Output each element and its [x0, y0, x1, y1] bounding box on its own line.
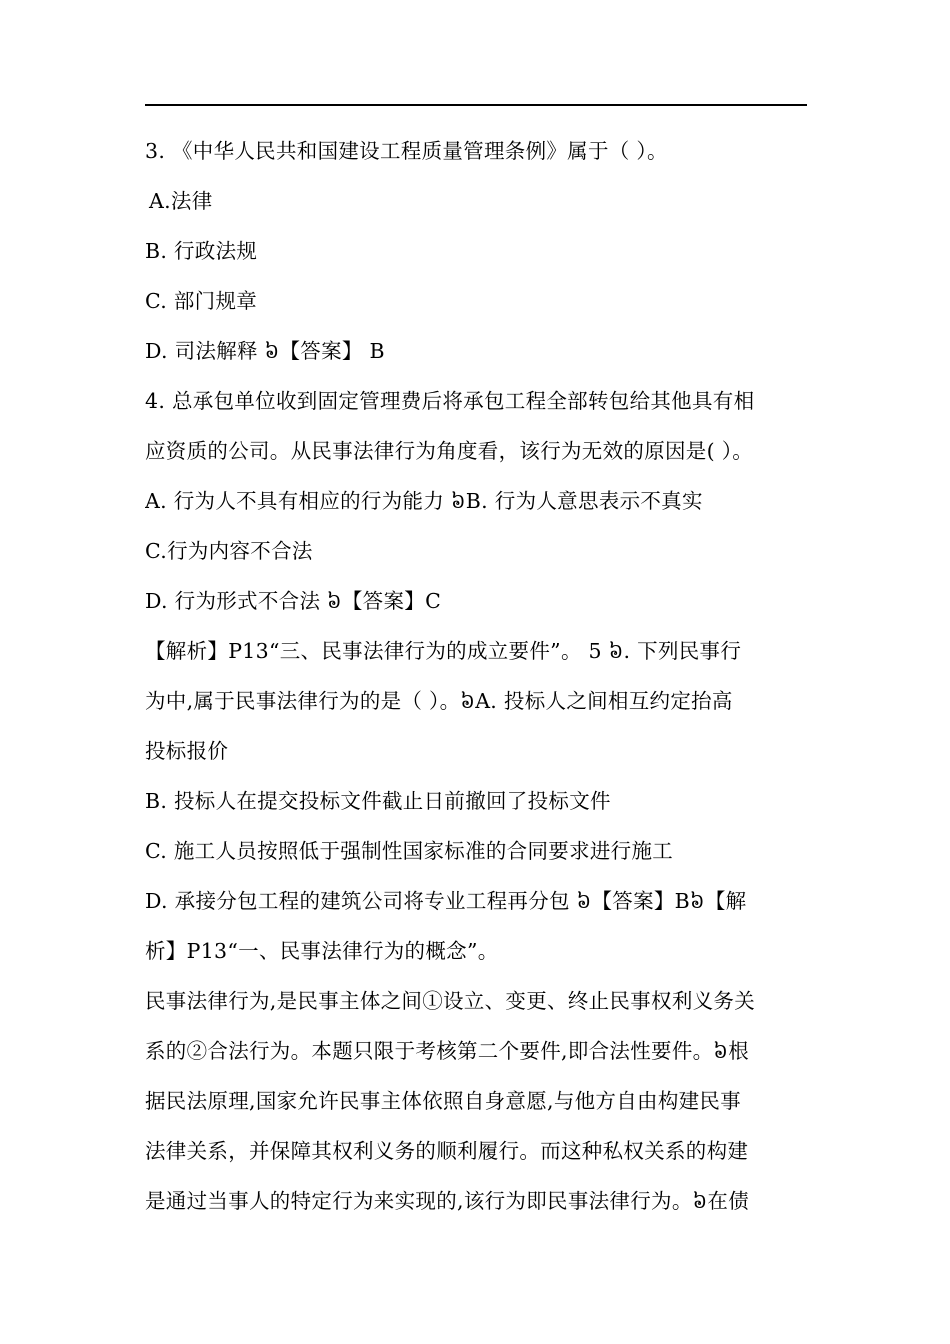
- header-rule: [145, 104, 807, 106]
- question-3-option-b: B. 行政法规: [145, 239, 258, 263]
- question-3-option-d-answer: D. 司法解释 ៦【答案】 B: [145, 339, 385, 363]
- paragraph-line-4: 法律关系，并保障其权利义务的顺利履行。而这种私权关系的构建: [145, 1139, 749, 1163]
- document-body: [145, 126, 809, 1226]
- question-5-analysis: 析】P13“一、民事法律行为的概念”。: [145, 939, 499, 963]
- question-3-stem: 3. 《中华人民共和国建设工程质量管理条例》属于（ ）。: [145, 139, 668, 163]
- paragraph-line-1: 民事法律行为,是民事主体之间①设立、变更、终止民事权利义务关: [145, 989, 756, 1013]
- question-4-analysis-q5-stem: 【解析】P13“三、民事法律行为的成立要件”。 5 ៦. 下列民事行: [145, 639, 742, 663]
- question-5-option-a-cont: 投标报价: [145, 739, 229, 763]
- question-5-option-b: B. 投标人在提交投标文件截止日前撤回了投标文件: [145, 789, 611, 813]
- question-4-stem-line1: 4. 总承包单位收到固定管理费后将承包工程全部转包给其他具有相: [145, 389, 755, 413]
- question-5-option-d-answer: D. 承接分包工程的建筑公司将专业工程再分包 ៦【答案】B៦【解: [145, 889, 747, 913]
- question-3-option-a: A.法律: [149, 189, 213, 213]
- paragraph-line-3: 据民法原理,国家允许民事主体依照自身意愿,与他方自由构建民事: [145, 1089, 742, 1113]
- paragraph-line-5: 是通过当事人的特定行为来实现的,该行为即民事法律行为。៦在债: [145, 1189, 750, 1213]
- question-4-stem-line2: 应资质的公司。从民事法律行为角度看，该行为无效的原因是( ）。: [145, 439, 754, 463]
- question-5-stem-option-a: 为中,属于民事法律行为的是（ ）。៦A. 投标人之间相互约定抬高: [145, 689, 733, 713]
- paragraph-line-2: 系的②合法行为。本题只限于考核第二个要件,即合法性要件。៦根: [145, 1039, 750, 1063]
- question-3-option-c: C. 部门规章: [145, 289, 258, 313]
- question-4-option-d-answer: D. 行为形式不合法 ៦【答案】C: [145, 589, 442, 613]
- question-5-option-c: C. 施工人员按照低于强制性国家标准的合同要求进行施工: [145, 839, 674, 863]
- question-4-options-ab: A. 行为人不具有相应的行为能力 ៦B. 行为人意思表示不真实: [145, 489, 703, 513]
- question-4-option-c: C.行为内容不合法: [145, 539, 313, 563]
